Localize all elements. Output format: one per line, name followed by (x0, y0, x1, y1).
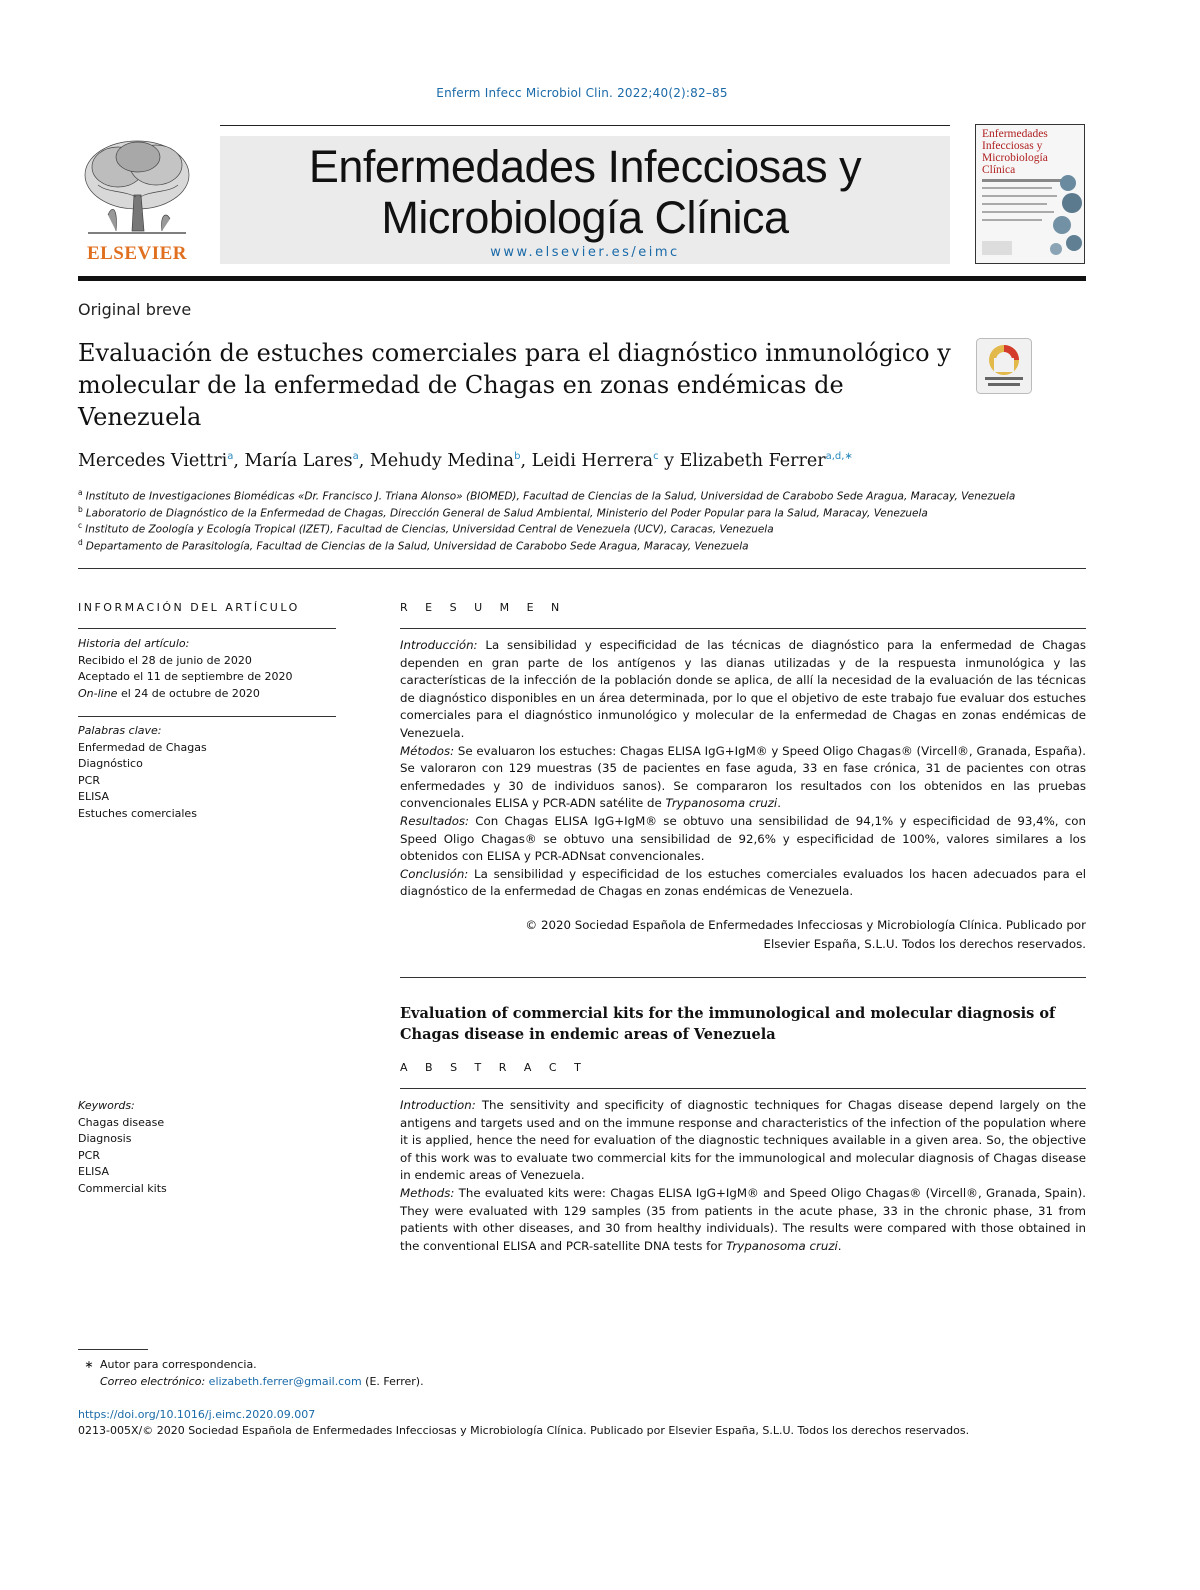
header-top-rule (220, 125, 950, 126)
affiliation: $^a$ Instituto de Investigaciones Biomédicas «Dr. Francisco J. Triana Alonso» (BIOMED), Facultad de Ciencias de la Salud, Universidad de Carabobo Sede Aragua, Maracay, Venezuela (78, 488, 1016, 503)
divider (400, 977, 1086, 978)
keywords-es: Palabras clave: Enfermedad de Chagas Diagnóstico PCR ELISA Estuches comerciales (78, 723, 336, 823)
affiliation-list (78, 488, 1088, 555)
keyword: Diagnóstico (78, 757, 143, 771)
author[interactable]: María Lares$^a$ (244, 451, 359, 471)
journal-title: Enfermedades Infecciosas y Microbiología Clínica (308, 141, 862, 243)
article-title: Evaluación de estuches comerciales para el diagnóstico inmunológico y molecular de la enfermedad de Chagas en zonas endémicas de Venezuela (78, 339, 951, 431)
issn-copyright: 0213-005X/© 2020 Sociedad Española de Enfermedades Infecciosas y Microbiología Clínica. Publicado por Elsevier España, S.L.U. Todos los derechos reservados. (78, 1424, 970, 1437)
email-link[interactable]: elizabeth.ferrer@gmail.com (208, 1375, 362, 1388)
divider (78, 716, 336, 717)
keyword: PCR (78, 773, 100, 787)
keyword: ELISA (78, 790, 110, 804)
english-title: Evaluation of commercial kits for the immunological and molecular diagnosis of Chagas disease in endemic areas of Venezuela (400, 1005, 1056, 1043)
journal-url-link[interactable]: www.elsevier.es/eimc (490, 245, 680, 260)
correspondence-footnote: ∗ Autor para correspondencia. Correo electrónico: elizabeth.ferrer@gmail.com (E. Ferrer). (84, 1358, 424, 1388)
divider (78, 568, 1086, 569)
author[interactable]: Mercedes Viettri$^a$ (78, 451, 234, 471)
citation-link[interactable]: Enferm Infecc Microbiol Clin. 2022;40(2):82–85 (436, 86, 728, 100)
keyword: Enfermedad de Chagas (78, 740, 207, 754)
section-type: Original breve (78, 300, 192, 319)
author[interactable]: Elizabeth Ferrer$^{a,d,∗}$ (679, 451, 853, 471)
cover-title: Enfermedades Infecciosas y Microbiología Clínica (982, 128, 1048, 176)
divider (78, 628, 336, 629)
resumen-heading: R E S U M E N (400, 601, 567, 614)
resumen-body: Introducción: La sensibilidad y especificidad de las técnicas de diagnóstico para la enfermedad de Chagas dependen en gran parte de los antígenos y las dianas utilizadas y de la respuesta inmunológica y las características de la infección de la población donde se aplica, de allí la necesidad de la evaluación de las técnicas de diagnóstico disponibles en un área determinada, por lo que el objetivo de este trabajo fue evaluar dos estuches comerciales para el diagnóstico inmunológico y molecular de la enfermedad de Chagas en zonas endémicas de Venezuela. Métodos: Se evaluaron los estuches: Chagas ELISA IgG+IgM® y Speed Oligo Chagas® (Vircell®, Granada, España). Se valoraron con 129 muestras (35 de pacientes en fase aguda, 33 en fase crónica, 31 de pacientes con otras enfermedades y 30 de individuos sanos). Se compararon los resultados con los obtenidos en las pruebas convencionales ELISA y PCR-ADN satélite de Trypanosoma cruzi. Resultados: Con Chagas ELISA IgG+IgM® se obtuvo una sensibilidad de 94,1% y especificidad de 93,4%, con Speed Oligo Chagas® se obtuvo una sensibilidad de 92,6% y especificidad de 100%, valores similares a los obtenidos con ELISA y PCR-ADNsat convencionales. Conclusión: La sensibilidad y especificidad de los estuches comerciales evaluados los hacen adecuados para el diagnóstico de la enfermedad de Chagas en zonas endémicas de Venezuela. (400, 638, 1086, 899)
author[interactable]: Mehudy Medina$^b$ (369, 451, 521, 471)
affiliation: $^c$ Instituto de Zoología y Ecología Tropical (IZET), Facultad de Ciencias, Universidad Central de Venezuela (UCV), Caracas, Venezuela (78, 521, 774, 536)
header-bottom-rule (78, 276, 1086, 281)
abstract-body: Introduction: The sensitivity and specificity of diagnostic techniques for Chagas disease depend largely on the antigens and targets used and on the immune response and characteristics of the infection of the population where it is applied, hence the need for evaluation of the diagnostic techniques available in a given area. So, the objective of this work was to evaluate two commercial kits for the immunological and molecular diagnosis of Chagas disease in endemic areas of Venezuela. Methods: The evaluated kits were: Chagas ELISA IgG+IgM® and Speed Oligo Chagas® (Vircell®, Granada, Spain). They were evaluated with 129 samples (35 from patients in the acute phase, 33 in the chronic phase, 31 from patients with other diseases, and 30 from healthy individuals). The results were compared with those obtained in the conventional ELISA and PCR-satellite DNA tests for Trypanosoma cruzi. (400, 1098, 1086, 1253)
divider (400, 1088, 1086, 1089)
keyword: ELISA (78, 1165, 110, 1179)
keyword: Chagas disease (78, 1115, 165, 1129)
keyword: Commercial kits (78, 1181, 167, 1195)
journal-cover-thumbnail[interactable] (975, 124, 1085, 264)
abstract-heading: A B S T R A C T (400, 1061, 588, 1074)
divider (400, 628, 1086, 629)
resumen-copyright: © 2020 Sociedad Española de Enfermedades Infecciosas y Microbiología Clínica. Publicado por Elsevier España, S.L.U. Todos los derechos reservados. (525, 918, 1086, 951)
affiliation: $^b$ Laboratorio de Diagnóstico de la Enfermedad de Chagas, Dirección General de Salud Ambiental, Ministerio del Poder Popular para la Salud, Maracay, Venezuela (78, 504, 928, 520)
affiliation: $^d$ Departamento de Parasitología, Facultad de Ciencias de la Salud, Universidad de Carabobo Sede Aragua, Maracay, Venezuela (78, 538, 749, 553)
check-for-updates-icon[interactable] (976, 338, 1032, 394)
keywords-en: Keywords: Chagas disease Diagnosis PCR ELISA Commercial kits (78, 1098, 336, 1198)
keyword: Estuches comerciales (78, 806, 197, 820)
author[interactable]: Leidi Herrera$^c$ (531, 451, 659, 471)
doi-link[interactable]: https://doi.org/10.1016/j.eimc.2020.09.007 (78, 1408, 316, 1421)
keyword: Diagnosis (78, 1132, 132, 1146)
keyword: PCR (78, 1148, 100, 1162)
footnote-rule (78, 1349, 148, 1350)
elsevier-wordmark: ELSEVIER (86, 243, 188, 264)
article-info-heading: INFORMACIÓN DEL ARTÍCULO (78, 601, 300, 614)
article-history: Historia del artículo: Recibido el 28 de junio de 2020 Aceptado el 11 de septiembre de 2020 On-line el 24 de octubre de 2020 (78, 637, 293, 700)
author-list: Mercedes Viettri$^a$, María Lares$^a$, Mehudy Medina$^b$, Leidi Herrera$^c$ y Elizabeth Ferrer$^{a,d,∗}$ (78, 451, 853, 471)
cover-graphic-icon (976, 125, 1085, 264)
